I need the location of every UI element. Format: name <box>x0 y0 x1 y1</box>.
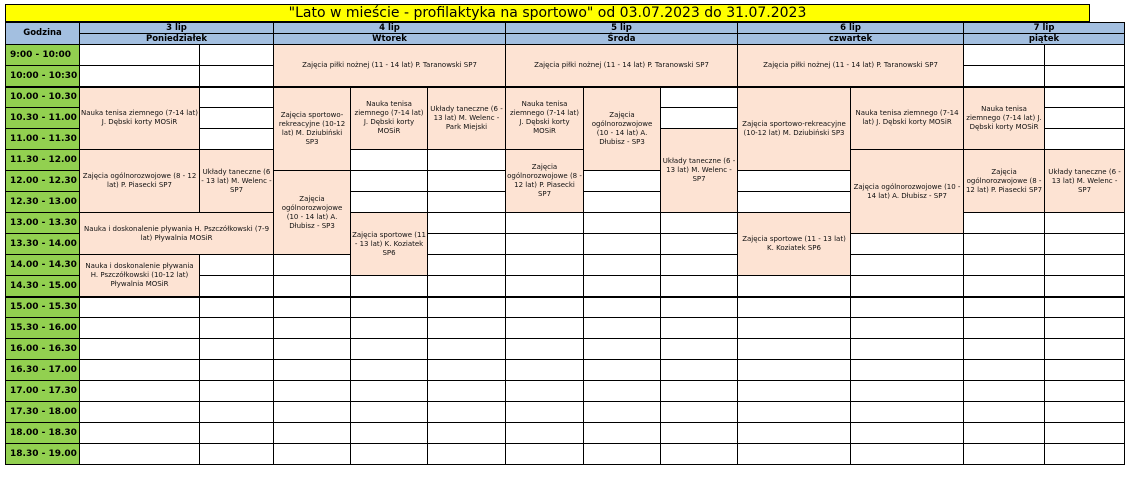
cell <box>428 255 506 276</box>
cell <box>851 297 964 318</box>
cell <box>1045 234 1125 255</box>
cell <box>584 444 661 465</box>
cell <box>661 108 738 129</box>
cell <box>274 318 351 339</box>
schedule-title: "Lato w mieście - profilaktyka na sportowo" od 03.07.2023 do 31.07.2023 <box>5 4 1090 22</box>
cell <box>661 255 738 276</box>
cell <box>200 402 274 423</box>
cell <box>584 318 661 339</box>
cell <box>428 423 506 444</box>
cell <box>428 213 506 234</box>
cell <box>738 381 851 402</box>
cell <box>1045 339 1125 360</box>
cell <box>661 339 738 360</box>
cell <box>584 297 661 318</box>
cell <box>506 402 584 423</box>
cell <box>851 360 964 381</box>
activity-block: Nauka tenisa ziemnego (7-14 lat) J. Dębski korty MOSiR <box>506 87 584 150</box>
cell <box>738 297 851 318</box>
cell <box>661 360 738 381</box>
time-label: 13.00 - 13.30 <box>6 213 80 234</box>
cell <box>351 444 428 465</box>
cell <box>851 339 964 360</box>
day-date: 6 lip <box>738 23 964 34</box>
cell <box>584 360 661 381</box>
cell <box>274 402 351 423</box>
cell <box>661 297 738 318</box>
activity-block: Zajęcia ogólnorozwojowe (8 - 12 lat) P. Piasecki SP7 <box>80 150 200 213</box>
cell <box>851 423 964 444</box>
cell <box>1045 129 1125 150</box>
cell <box>738 339 851 360</box>
cell <box>506 255 584 276</box>
cell <box>738 318 851 339</box>
cell <box>661 276 738 297</box>
activity-block: Zajęcia ogólnorozwojowe (8 - 12 lat) P. Piasecki SP7 <box>964 150 1045 213</box>
activity-block: Zajęcia sportowo-rekreacyjne (10-12 lat) M. Dziubiński SP3 <box>738 87 851 171</box>
cell <box>428 318 506 339</box>
cell <box>964 45 1045 66</box>
cell <box>351 318 428 339</box>
time-label: 17.00 - 17.30 <box>6 381 80 402</box>
cell <box>964 381 1045 402</box>
cell <box>1045 255 1125 276</box>
cell <box>661 444 738 465</box>
activity-block: Zajęcia ogólnorozwojowe (8 - 12 lat) P. Piasecki SP7 <box>506 150 584 213</box>
cell <box>351 171 428 192</box>
time-label: 13.30 - 14.00 <box>6 234 80 255</box>
time-label: 9:00 - 10:00 <box>6 45 80 66</box>
time-label: 15.30 - 16.00 <box>6 318 80 339</box>
cell <box>738 444 851 465</box>
cell <box>584 276 661 297</box>
cell <box>661 381 738 402</box>
cell <box>964 213 1045 234</box>
cell <box>506 444 584 465</box>
cell <box>506 318 584 339</box>
activity-block: Układy taneczne (6 - 13 lat) M. Welenc - SP7 <box>200 150 274 213</box>
activity-block: Nauka tenisa ziemnego (7-14 lat) J. Dębski korty MOSiR <box>80 87 200 150</box>
cell <box>80 381 200 402</box>
cell <box>428 192 506 213</box>
cell <box>738 360 851 381</box>
cell <box>274 381 351 402</box>
cell <box>428 360 506 381</box>
cell <box>1045 318 1125 339</box>
day-name: piątek <box>964 34 1125 45</box>
cell <box>584 339 661 360</box>
time-label: 17.30 - 18.00 <box>6 402 80 423</box>
time-label: 10.00 - 10.30 <box>6 87 80 108</box>
cell <box>428 276 506 297</box>
cell <box>964 234 1045 255</box>
day-name: czwartek <box>738 34 964 45</box>
cell <box>738 192 851 213</box>
cell <box>80 66 200 87</box>
activity-block: Nauka tenisa ziemnego (7-14 lat) J. Dębski korty MOSiR <box>851 87 964 150</box>
cell <box>584 402 661 423</box>
cell <box>1045 108 1125 129</box>
cell <box>851 255 964 276</box>
cell <box>584 213 661 234</box>
time-label: 14.00 - 14.30 <box>6 255 80 276</box>
cell <box>506 234 584 255</box>
cell <box>738 276 851 297</box>
cell <box>351 297 428 318</box>
cell <box>274 276 351 297</box>
activity-block: Zajęcia piłki nożnej (11 - 14 lat) P. Taranowski SP7 <box>274 45 506 87</box>
cell <box>661 318 738 339</box>
cell <box>80 297 200 318</box>
cell <box>964 444 1045 465</box>
day-name: Środa <box>506 34 738 45</box>
cell <box>428 150 506 171</box>
cell <box>964 66 1045 87</box>
schedule-sheet <box>5 4 1121 481</box>
cell <box>428 171 506 192</box>
cell <box>584 171 661 192</box>
cell <box>964 255 1045 276</box>
cell <box>738 402 851 423</box>
time-label: 15.00 - 15.30 <box>6 297 80 318</box>
cell <box>274 339 351 360</box>
cell <box>1045 45 1125 66</box>
time-label: 12.30 - 13.00 <box>6 192 80 213</box>
cell <box>506 339 584 360</box>
activity-block: Zajęcia sportowe (11 - 13 lat) K. Koziatek SP6 <box>351 213 428 276</box>
cell <box>428 444 506 465</box>
activity-block: Układy taneczne (6 - 13 lat) M. Welenc - SP7 <box>661 129 738 213</box>
time-label: 12.00 - 12.30 <box>6 171 80 192</box>
activity-block: Zajęcia ogólnorozwojowe (10 - 14 lat) A. Dłubisz - SP7 <box>851 150 964 234</box>
schedule-table <box>5 22 1125 465</box>
day-name: Poniedziałek <box>80 34 274 45</box>
cell <box>200 66 274 87</box>
cell <box>200 255 274 276</box>
cell <box>200 87 274 108</box>
activity-block: Nauka tenisa ziemnego (7-14 lat) J. Dębski korty MOSiR <box>351 87 428 150</box>
day-date: 5 lip <box>506 23 738 34</box>
cell <box>738 423 851 444</box>
activity-block: Zajęcia piłki nożnej (11 - 14 lat) P. Taranowski SP7 <box>738 45 964 87</box>
cell <box>274 255 351 276</box>
cell <box>80 360 200 381</box>
cell <box>851 234 964 255</box>
cell <box>584 192 661 213</box>
day-name: Wtorek <box>274 34 506 45</box>
cell <box>506 276 584 297</box>
cell <box>661 423 738 444</box>
cell <box>80 423 200 444</box>
cell <box>351 276 428 297</box>
activity-block: Nauka tenisa ziemnego (7-14 lat) J. Dębski korty MOSiR <box>964 87 1045 150</box>
cell <box>200 423 274 444</box>
cell <box>851 318 964 339</box>
cell <box>584 255 661 276</box>
cell <box>200 276 274 297</box>
cell <box>351 360 428 381</box>
cell <box>200 318 274 339</box>
cell <box>200 339 274 360</box>
cell <box>964 276 1045 297</box>
time-label: 16.00 - 16.30 <box>6 339 80 360</box>
cell <box>661 87 738 108</box>
cell <box>80 45 200 66</box>
cell <box>200 129 274 150</box>
cell <box>851 402 964 423</box>
activity-block: Zajęcia sportowo-rekreacyjne (10-12 lat) M. Dziubiński SP3 <box>274 87 351 171</box>
cell <box>506 297 584 318</box>
cell <box>584 423 661 444</box>
cell <box>274 444 351 465</box>
cell <box>351 402 428 423</box>
cell <box>506 423 584 444</box>
cell <box>506 381 584 402</box>
cell <box>851 276 964 297</box>
cell <box>200 360 274 381</box>
cell <box>661 234 738 255</box>
cell <box>1045 66 1125 87</box>
cell <box>584 381 661 402</box>
cell <box>964 360 1045 381</box>
time-label: 16.30 - 17.00 <box>6 360 80 381</box>
time-label: 11.00 - 11.30 <box>6 129 80 150</box>
time-label: 18.00 - 18.30 <box>6 423 80 444</box>
cell <box>351 423 428 444</box>
day-date: 7 lip <box>964 23 1125 34</box>
day-date: 4 lip <box>274 23 506 34</box>
cell <box>964 402 1045 423</box>
cell <box>661 402 738 423</box>
cell <box>200 45 274 66</box>
cell <box>80 402 200 423</box>
cell <box>351 381 428 402</box>
cell <box>964 297 1045 318</box>
cell <box>274 360 351 381</box>
activity-block: Układy taneczne (6 - 13 lat) M. Welenc - SP7 <box>1045 150 1125 213</box>
cell <box>200 381 274 402</box>
cell <box>1045 360 1125 381</box>
cell <box>738 171 851 192</box>
activity-block: Zajęcia ogólnorozwojowe (10 - 14 lat) A. Dłubisz - SP3 <box>584 87 661 171</box>
cell <box>274 297 351 318</box>
day-date: 3 lip <box>80 23 274 34</box>
cell <box>964 318 1045 339</box>
cell <box>1045 423 1125 444</box>
cell <box>506 360 584 381</box>
cell <box>1045 402 1125 423</box>
cell <box>964 423 1045 444</box>
cell <box>851 381 964 402</box>
cell <box>1045 381 1125 402</box>
cell <box>428 339 506 360</box>
cell <box>351 150 428 171</box>
cell <box>200 444 274 465</box>
cell <box>1045 297 1125 318</box>
cell <box>351 339 428 360</box>
cell <box>200 297 274 318</box>
cell <box>351 192 428 213</box>
time-label: 11.30 - 12.00 <box>6 150 80 171</box>
cell <box>964 339 1045 360</box>
activity-block: Zajęcia ogólnorozwojowe (10 - 14 lat) A. Dłubisz - SP3 <box>274 171 351 255</box>
cell <box>661 213 738 234</box>
activity-block: Nauka i doskonalenie pływania H. Pszczółkowski (10-12 lat) Pływalnia MOSiR <box>80 255 200 297</box>
time-label: 14.30 - 15.00 <box>6 276 80 297</box>
time-label: 18.30 - 19.00 <box>6 444 80 465</box>
cell <box>80 444 200 465</box>
cell <box>506 213 584 234</box>
cell <box>1045 276 1125 297</box>
cell <box>428 381 506 402</box>
time-label: 10:00 - 10:30 <box>6 66 80 87</box>
cell <box>1045 213 1125 234</box>
cell <box>428 234 506 255</box>
cell <box>428 402 506 423</box>
activity-block: Zajęcia sportowe (11 - 13 lat) K. Koziatek SP6 <box>738 213 851 276</box>
activity-block: Zajęcia piłki nożnej (11 - 14 lat) P. Taranowski SP7 <box>506 45 738 87</box>
cell <box>584 234 661 255</box>
cell <box>274 423 351 444</box>
cell <box>1045 87 1125 108</box>
cell <box>200 108 274 129</box>
time-label: 10.30 - 11.00 <box>6 108 80 129</box>
cell <box>428 297 506 318</box>
activity-block: Układy taneczne (6 - 13 lat) M. Welenc - Park Miejski <box>428 87 506 150</box>
cell <box>80 318 200 339</box>
corner-label: Godzina <box>6 23 80 45</box>
cell <box>851 444 964 465</box>
activity-block: Nauka i doskonalenie pływania H. Pszczółkowski (7-9 lat) Pływalnia MOSiR <box>80 213 274 255</box>
cell <box>80 339 200 360</box>
cell <box>1045 444 1125 465</box>
